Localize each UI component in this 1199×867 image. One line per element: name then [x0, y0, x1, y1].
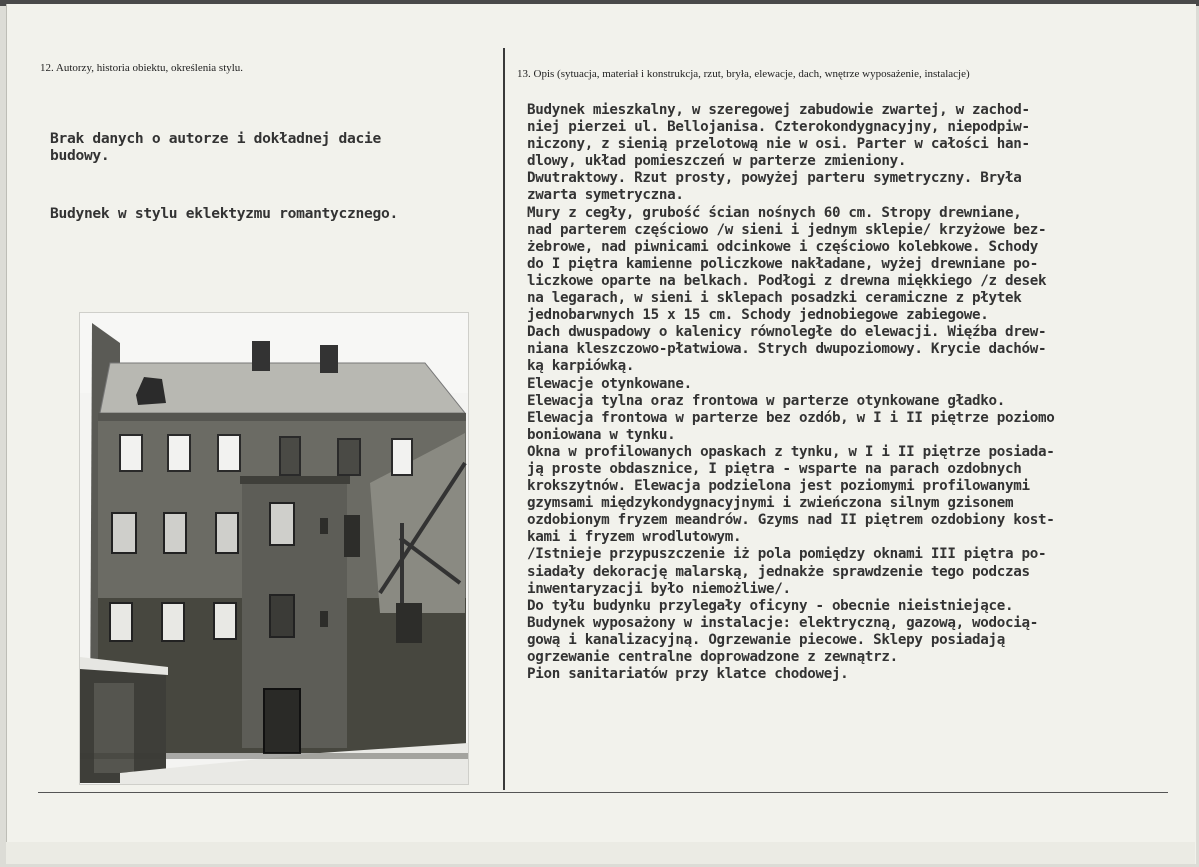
description-line: Do tyłu budynku przylegały oficyny - obecnie nieistniejące. [527, 597, 1014, 614]
description-line: kami i fryzem wrodlutowym. [527, 529, 742, 546]
description-line: jednobarwnych 15 x 15 cm. Schody jednobiegowe zabiegowe. [527, 307, 989, 324]
description-line: nad parterem częściowo /w sieni i jednym sklepie/ krzyżowe bez- [527, 221, 1047, 238]
column-divider [503, 48, 505, 790]
description-line: Mury z cegły, grubość ścian nośnych 60 cm. Stropy drewniane, [527, 204, 1022, 221]
description-line: zwarta symetryczna. [527, 187, 684, 204]
description-line: Elewacje otynkowane. [527, 375, 692, 392]
section-13-caption: 13. Opis (sytuacja, materiał i konstrukcja, rzut, bryła, elewacje, dach, wnętrze wyposażenie, instalacje) [517, 68, 970, 80]
description-line: inwentaryzacji było niemożliwe/. [527, 580, 791, 597]
description-line: Okna w profilowanych opaskach z tynku, w I i II piętrze posiada- [527, 443, 1055, 460]
authors-paragraph: Brak danych o autorze i dokładnej dacie budowy. [50, 130, 381, 164]
description-line: Dach dwuspadowy o kalenicy równoległe do elewacji. Więźba drew- [527, 324, 1047, 341]
description-line: boniowana w tynku. [527, 426, 676, 443]
description-line: gową i kanalizacyjną. Ogrzewanie piecowe. Sklepy posiadają [527, 631, 1006, 648]
description-line: /Istnieje przypuszczenie iż pola pomiędzy oknami III piętra po- [527, 546, 1047, 563]
description-line: ozdobionym fryzem meandrów. Gzyms nad II piętrem ozdobiony kost- [527, 512, 1055, 529]
description-line: ogrzewanie centralne doprowadzone z zewnątrz. [527, 649, 898, 665]
section-12-caption: 12. Autorzy, historia obiektu, określenia stylu. [40, 62, 244, 74]
description-line: ką karpiówką. [527, 358, 635, 375]
style-paragraph: Budynek w stylu eklektyzmu romantycznego. [50, 205, 398, 222]
description-line: do I piętra kamienne policzkowe nakładane, wyżej drewniane po- [527, 255, 1038, 272]
building-photo [79, 312, 469, 785]
description-line: gzymsami międzykondygnacyjnymi i zwieńczona silnym gzisonem [527, 495, 1014, 512]
bottom-rule [38, 792, 1168, 793]
description-line: dlowy, układ pomieszczeń w parterze zmieniony. [527, 153, 907, 170]
description-line: niana kleszczowo-płatwiowa. Strych dwupoziomowy. Krycie dachów- [527, 341, 1047, 358]
description-line: Dwutraktowy. Rzut prosty, powyżej parteru symetryczny. Bryła [527, 170, 1022, 187]
description-line: Elewacja frontowa w parterze bez ozdób, w I i II piętrze poziomo [527, 409, 1055, 426]
description-line: żebrowe, nad piwnicami odcinkowe i częściowo kolebkowe. Schody [527, 238, 1038, 255]
section-13-text [527, 102, 1054, 683]
description-line: niej pierzei ul. Bellojanisa. Czterokondygnacyjny, niepodpiw- [527, 119, 1030, 136]
description-line: ją proste obdasznice, I piętra - wsparte na parach ozdobnych [527, 460, 1022, 477]
description-line: liczkowe oparte na belkach. Podłogi z drewna miękkiego /z desek [527, 272, 1047, 289]
description-line: krokszytnów. Elewacja podzielona jest poziomymi profilowanymi [527, 478, 1030, 495]
description-line: siadały dekorację malarską, jednakże sprawdzenie tego podczas [527, 563, 1030, 580]
description-line: niczony, z sienią przelotową nie w osi. Parter w całości han- [527, 136, 1030, 153]
description-line: Budynek wyposażony w instalacje: elektryczną, gazową, wodocią- [527, 614, 1038, 631]
page-bottom-margin [6, 842, 1195, 864]
description-line: na legarach, w sieni i sklepach posadzki ceramiczne z płytek [527, 290, 1022, 307]
section-12-text [50, 98, 398, 248]
description-line: Pion sanitariatów przy klatce chodowej. [527, 666, 849, 683]
description-line: Elewacja tylna oraz frontowa w parterze otynkowane gładko. [527, 392, 1006, 409]
description-line: Budynek mieszkalny, w szeregowej zabudowie zwartej, w zachod- [527, 102, 1030, 118]
